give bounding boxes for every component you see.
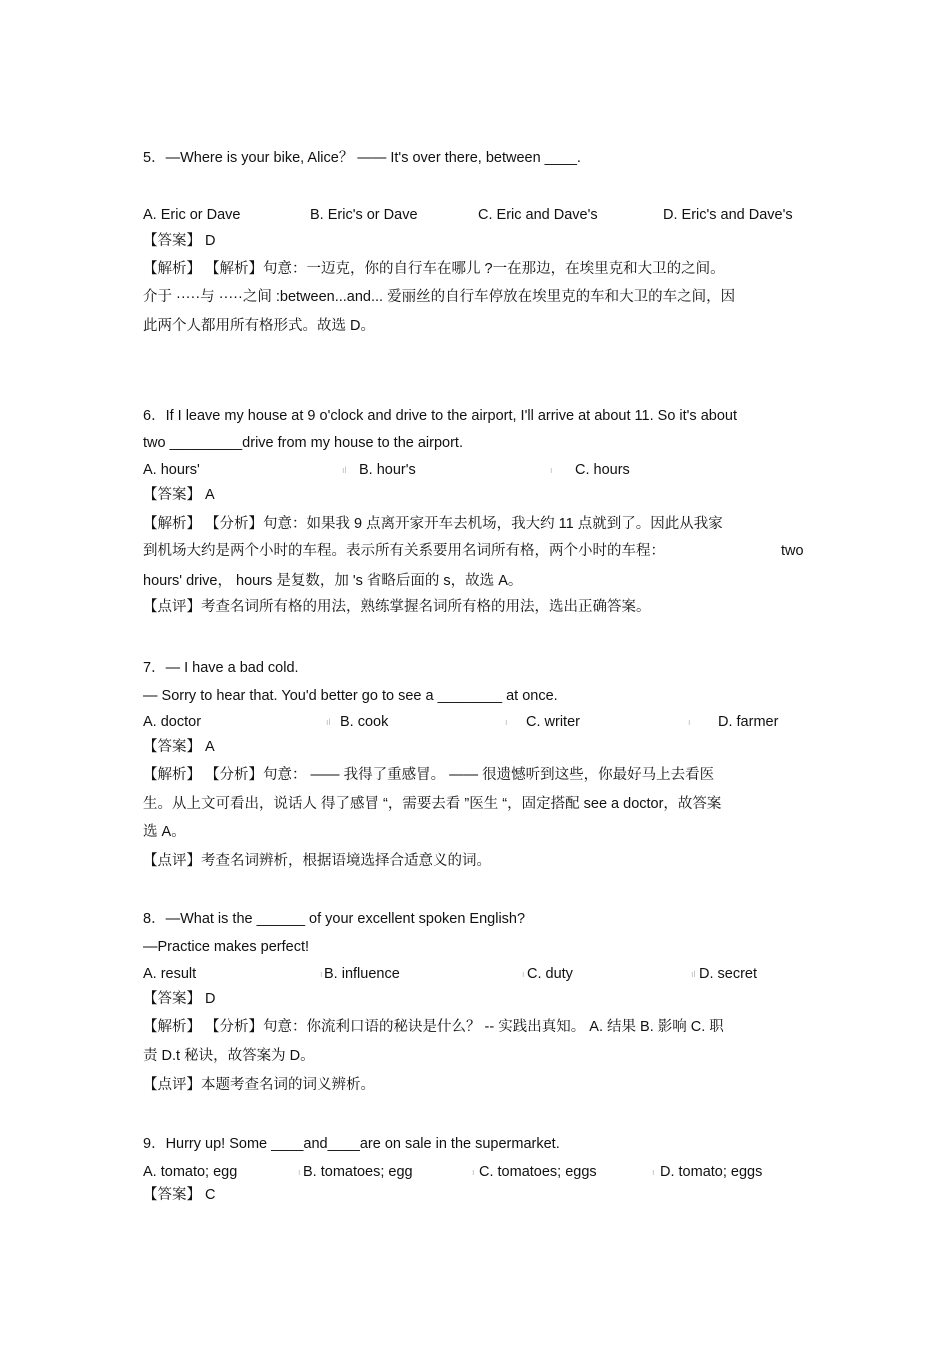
question-7-option-b: B. cook [340,714,389,730]
question-8-stem: —Practice makes perfect! [143,939,309,955]
question-6-stem: 6．If I leave my house at 9 o'clock and drive to the airport, I'll arrive at about 11. So it's about [143,408,737,424]
question-7-analysis-line: 【解析】 【分析】句意： —— 我得了重感冒。 —— 很遗憾听到这些，你最好马上去看医 [143,767,715,783]
question-7-stem: — Sorry to hear that. You'd better go to see a ________ at once. [143,688,558,704]
question-5-stem: 5．—Where is your bike, Alice？ —— It's over there, between ____. [143,150,581,166]
question-9-answer: 【答案】 C [143,1187,216,1203]
question-8-option-a: A. result [143,966,197,982]
question-6-stem: two _________drive from my house to the airport. [143,435,463,451]
question-9-option-c: C. tomatoes; eggs [479,1164,597,1180]
question-7-stem: 7．— I have a bad cold. [143,660,299,676]
question-6-option-b: B. hour's [359,462,416,478]
question-5-answer: 【答案】 D [143,233,216,249]
option-separator-mark: ıl [342,465,347,475]
question-5-option-d: D. Eric's and Dave's [663,207,793,223]
option-separator-mark: ı [298,1167,301,1177]
question-8-option-b: B. influence [324,966,400,982]
question-9-option-a: A. tomato; egg [143,1164,238,1180]
option-separator-mark: ı [688,717,691,727]
option-separator-mark: ı [320,969,323,979]
question-9-option-b: B. tomatoes; egg [303,1164,413,1180]
question-5-option-c: C. Eric and Dave's [478,207,598,223]
option-separator-mark: ıl [326,717,331,727]
question-6-comment: 【点评】考查名词所有格的用法，熟练掌握名词所有格的用法，选出正确答案。 [143,599,651,615]
question-7-analysis-line: 选 A。 [143,824,186,840]
question-6-option-a: A. hours' [143,462,200,478]
question-8-answer: 【答案】 D [143,991,216,1007]
question-5-analysis-line: 【解析】 【解析】句意：一迈克，你的自行车在哪儿 ?一在那边，在埃里克和大卫的之间。 [143,261,725,277]
question-8-option-c: C. duty [527,966,573,982]
question-6-analysis-line: hours' drive， hours 是复数，加 's 省略后面的 s，故选 A。 [143,573,523,589]
question-8-option-d: D. secret [699,966,758,982]
question-7-option-a: A. doctor [143,714,202,730]
question-5-analysis-line: 介于 ·····与 ·····之间 :between...and... 爱丽丝的自行车停放在埃里克的车和大卫的车之间，因 [143,289,736,305]
question-8-stem: 8．—What is the ______ of your excellent spoken English? [143,911,526,927]
option-separator-mark: ı [472,1167,475,1177]
question-9-option-d: D. tomato; eggs [660,1164,763,1180]
question-8-comment: 【点评】本题考查名词的词义辨析。 [143,1077,375,1093]
question-6-option-c: C. hours [575,462,630,478]
question-5-option-b: B. Eric's or Dave [310,207,418,223]
option-separator-mark: ı [522,969,525,979]
option-separator-mark: ı [505,717,508,727]
question-6-analysis-line: 到机场大约是两个小时的车程。表示所有关系要用名词所有格，两个小时的车程： [143,543,665,559]
question-7-option-c: C. writer [526,714,580,730]
option-separator-mark: ı [550,465,553,475]
question-7-option-d: D. farmer [718,714,779,730]
question-8-analysis-line: 【解析】 【分析】句意：你流利口语的秘诀是什么？ -- 实践出真知。 A. 结果 B. 影响 C. 职 [143,1019,724,1035]
question-8-analysis-line: 责 D.t 秘诀，故答案为 D。 [143,1048,315,1064]
option-separator-mark: ı [652,1167,655,1177]
question-9-stem: 9．Hurry up! Some ____and____are on sale in the supermarket. [143,1136,560,1152]
question-6-answer: 【答案】 A [143,487,215,503]
question-5-option-a: A. Eric or Dave [143,207,241,223]
question-6-analysis-line: 【解析】 【分析】句意：如果我 9 点离开家开车去机场，我大约 11 点就到了。因此从我家 [143,516,723,532]
option-separator-mark: ıl [691,969,696,979]
question-7-answer: 【答案】 A [143,739,215,755]
question-6-analysis-word: two [781,543,804,559]
question-5-analysis-line: 此两个人都用所有格形式。故选 D。 [143,318,375,334]
question-7-analysis-line: 生。从上文可看出，说话人 得了感冒 “，需要去看 ”医生 “，固定搭配 see a doctor，故答案 [143,796,722,812]
question-7-comment: 【点评】考查名词辨析，根据语境选择合适意义的词。 [143,853,491,869]
